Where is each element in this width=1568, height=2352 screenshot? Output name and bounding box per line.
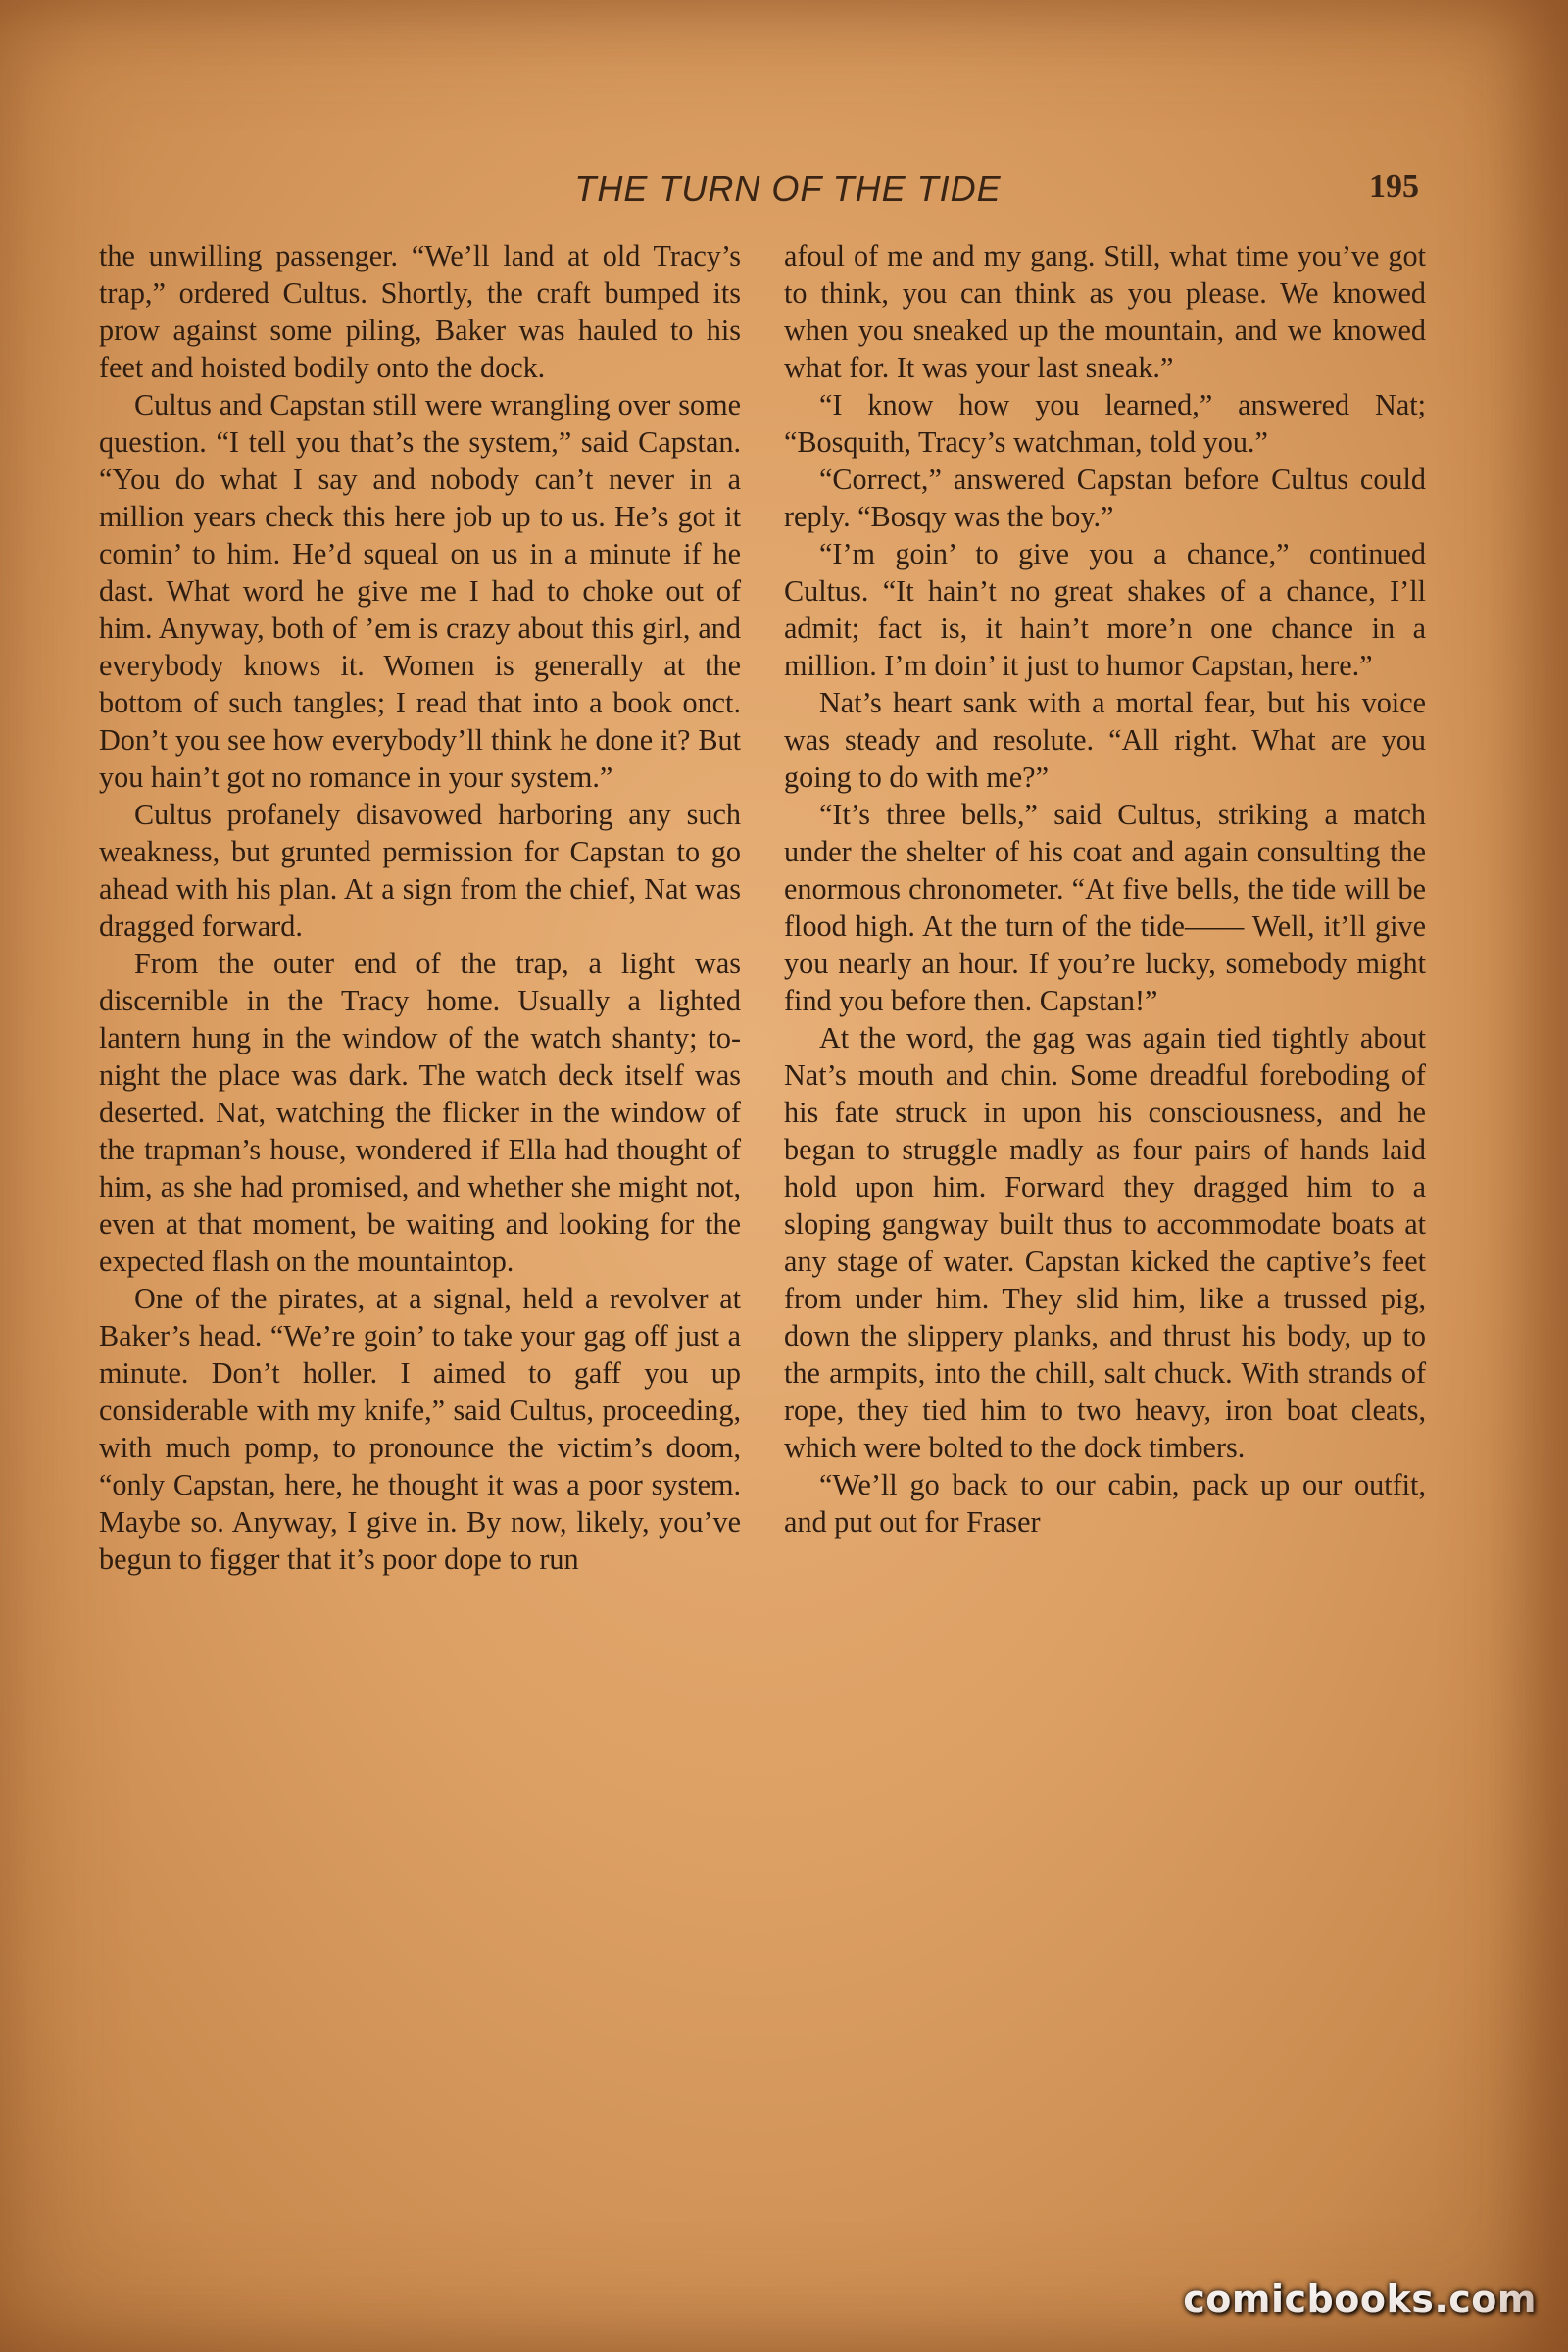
left-column	[99, 237, 741, 1578]
right-column	[784, 237, 1426, 1541]
paragraph: “Correct,” answered Capstan before Cultus could reply. “Bosqy was the boy.”	[784, 463, 1426, 533]
paragraph: “I know how you learned,” answered Nat; “Bosquith, Tracy’s watchman, told you.”	[784, 388, 1426, 459]
paragraph: Cultus profanely disavowed harboring any such weakness, but grunted permission for Capstan to go ahead with his plan. At a sign from the chief, Nat was dragged forward.	[99, 798, 741, 943]
paragraph: One of the pirates, at a signal, held a revolver at Baker’s head. “We’re goin’ to take your gag off just a minute. Don’t holler. I aimed to gaff you up considerable with my knife,” said Cultus, proceeding, with much pomp, to pronounce the victim’s doom, “only Capstan, here, he thought it was a poor system. Maybe so. Anyway, I give in. By now, likely, you’ve begun to figger that it’s poor dope to run	[99, 1282, 741, 1576]
paragraph: “I’m goin’ to give you a chance,” continued Cultus. “It hain’t no great shakes of a chance, I’ll admit; fact is, it hain’t more’n one chance in a million. I’m doin’ it just to humor Capstan, here.”	[784, 537, 1426, 682]
page-number: 195	[1369, 169, 1419, 205]
paragraph: From the outer end of the trap, a light was discernible in the Tracy home. Usually a lighted lantern hung in the window of the watch shanty; to-night the place was dark. The watch deck itself was deserted. Nat, watching the flicker in the window of the trapman’s house, wondered if Ella had thought of him, as she had promised, and whether she might not, even at that moment, be waiting and looking for the expected flash on the mountaintop.	[99, 947, 741, 1278]
paragraph: Nat’s heart sank with a mortal fear, but his voice was steady and resolute. “All right. What are you going to do with me?”	[784, 686, 1426, 794]
running-header	[98, 169, 1419, 218]
paragraph: “We’ll go back to our cabin, pack up our outfit, and put out for Fraser	[784, 1468, 1426, 1539]
site-watermark: comicbooks.com	[1183, 2278, 1537, 2321]
paragraph: Cultus and Capstan still were wrangling over some question. “I tell you that’s the system,” said Capstan. “You do what I say and nobody can’t never in a million years check this here job up to us. He’s got it comin’ to him. He’d squeal on us in a minute if he dast. What word he give me I had to choke out of him. Anyway, both of ’em is crazy about this girl, and everybody knows it. Women is generally at the bottom of such tangles; I read that into a book onct. Don’t you see how everybody’ll think he done it? But you hain’t got no romance in your system.”	[99, 388, 741, 794]
paragraph: At the word, the gag was again tied tightly about Nat’s mouth and chin. Some dreadful foreboding of his fate struck in upon his consciousness, and he began to struggle madly as four pairs of hands laid hold upon him. Forward they dragged him to a sloping gangway built thus to accommodate boats at any stage of water. Capstan kicked the captive’s feet from under him. They slid him, like a trussed pig, down the slippery planks, and thrust his body, up to the armpits, into the chill, salt chuck. With strands of rope, they tied him to two heavy, iron boat cleats, which were bolted to the dock timbers.	[784, 1021, 1426, 1464]
paragraph: “It’s three bells,” said Cultus, striking a match under the shelter of his coat and again consulting the enormous chronometer. “At five bells, the tide will be flood high. At the turn of the tide—— Well, it’ll give you nearly an hour. If you’re lucky, somebody might find you before then. Capstan!”	[784, 798, 1426, 1017]
paragraph: the unwilling passenger. “We’ll land at old Tracy’s trap,” ordered Cultus. Shortly, the craft bumped its prow against some piling, Baker was hauled to his feet and hoisted bodily onto the dock.	[99, 239, 741, 384]
paragraph: afoul of me and my gang. Still, what time you’ve got to think, you can think as you please. We knowed when you sneaked up the mountain, and we knowed what for. It was your last sneak.”	[784, 239, 1426, 384]
chapter-title: THE TURN OF THE TIDE	[574, 169, 1002, 209]
